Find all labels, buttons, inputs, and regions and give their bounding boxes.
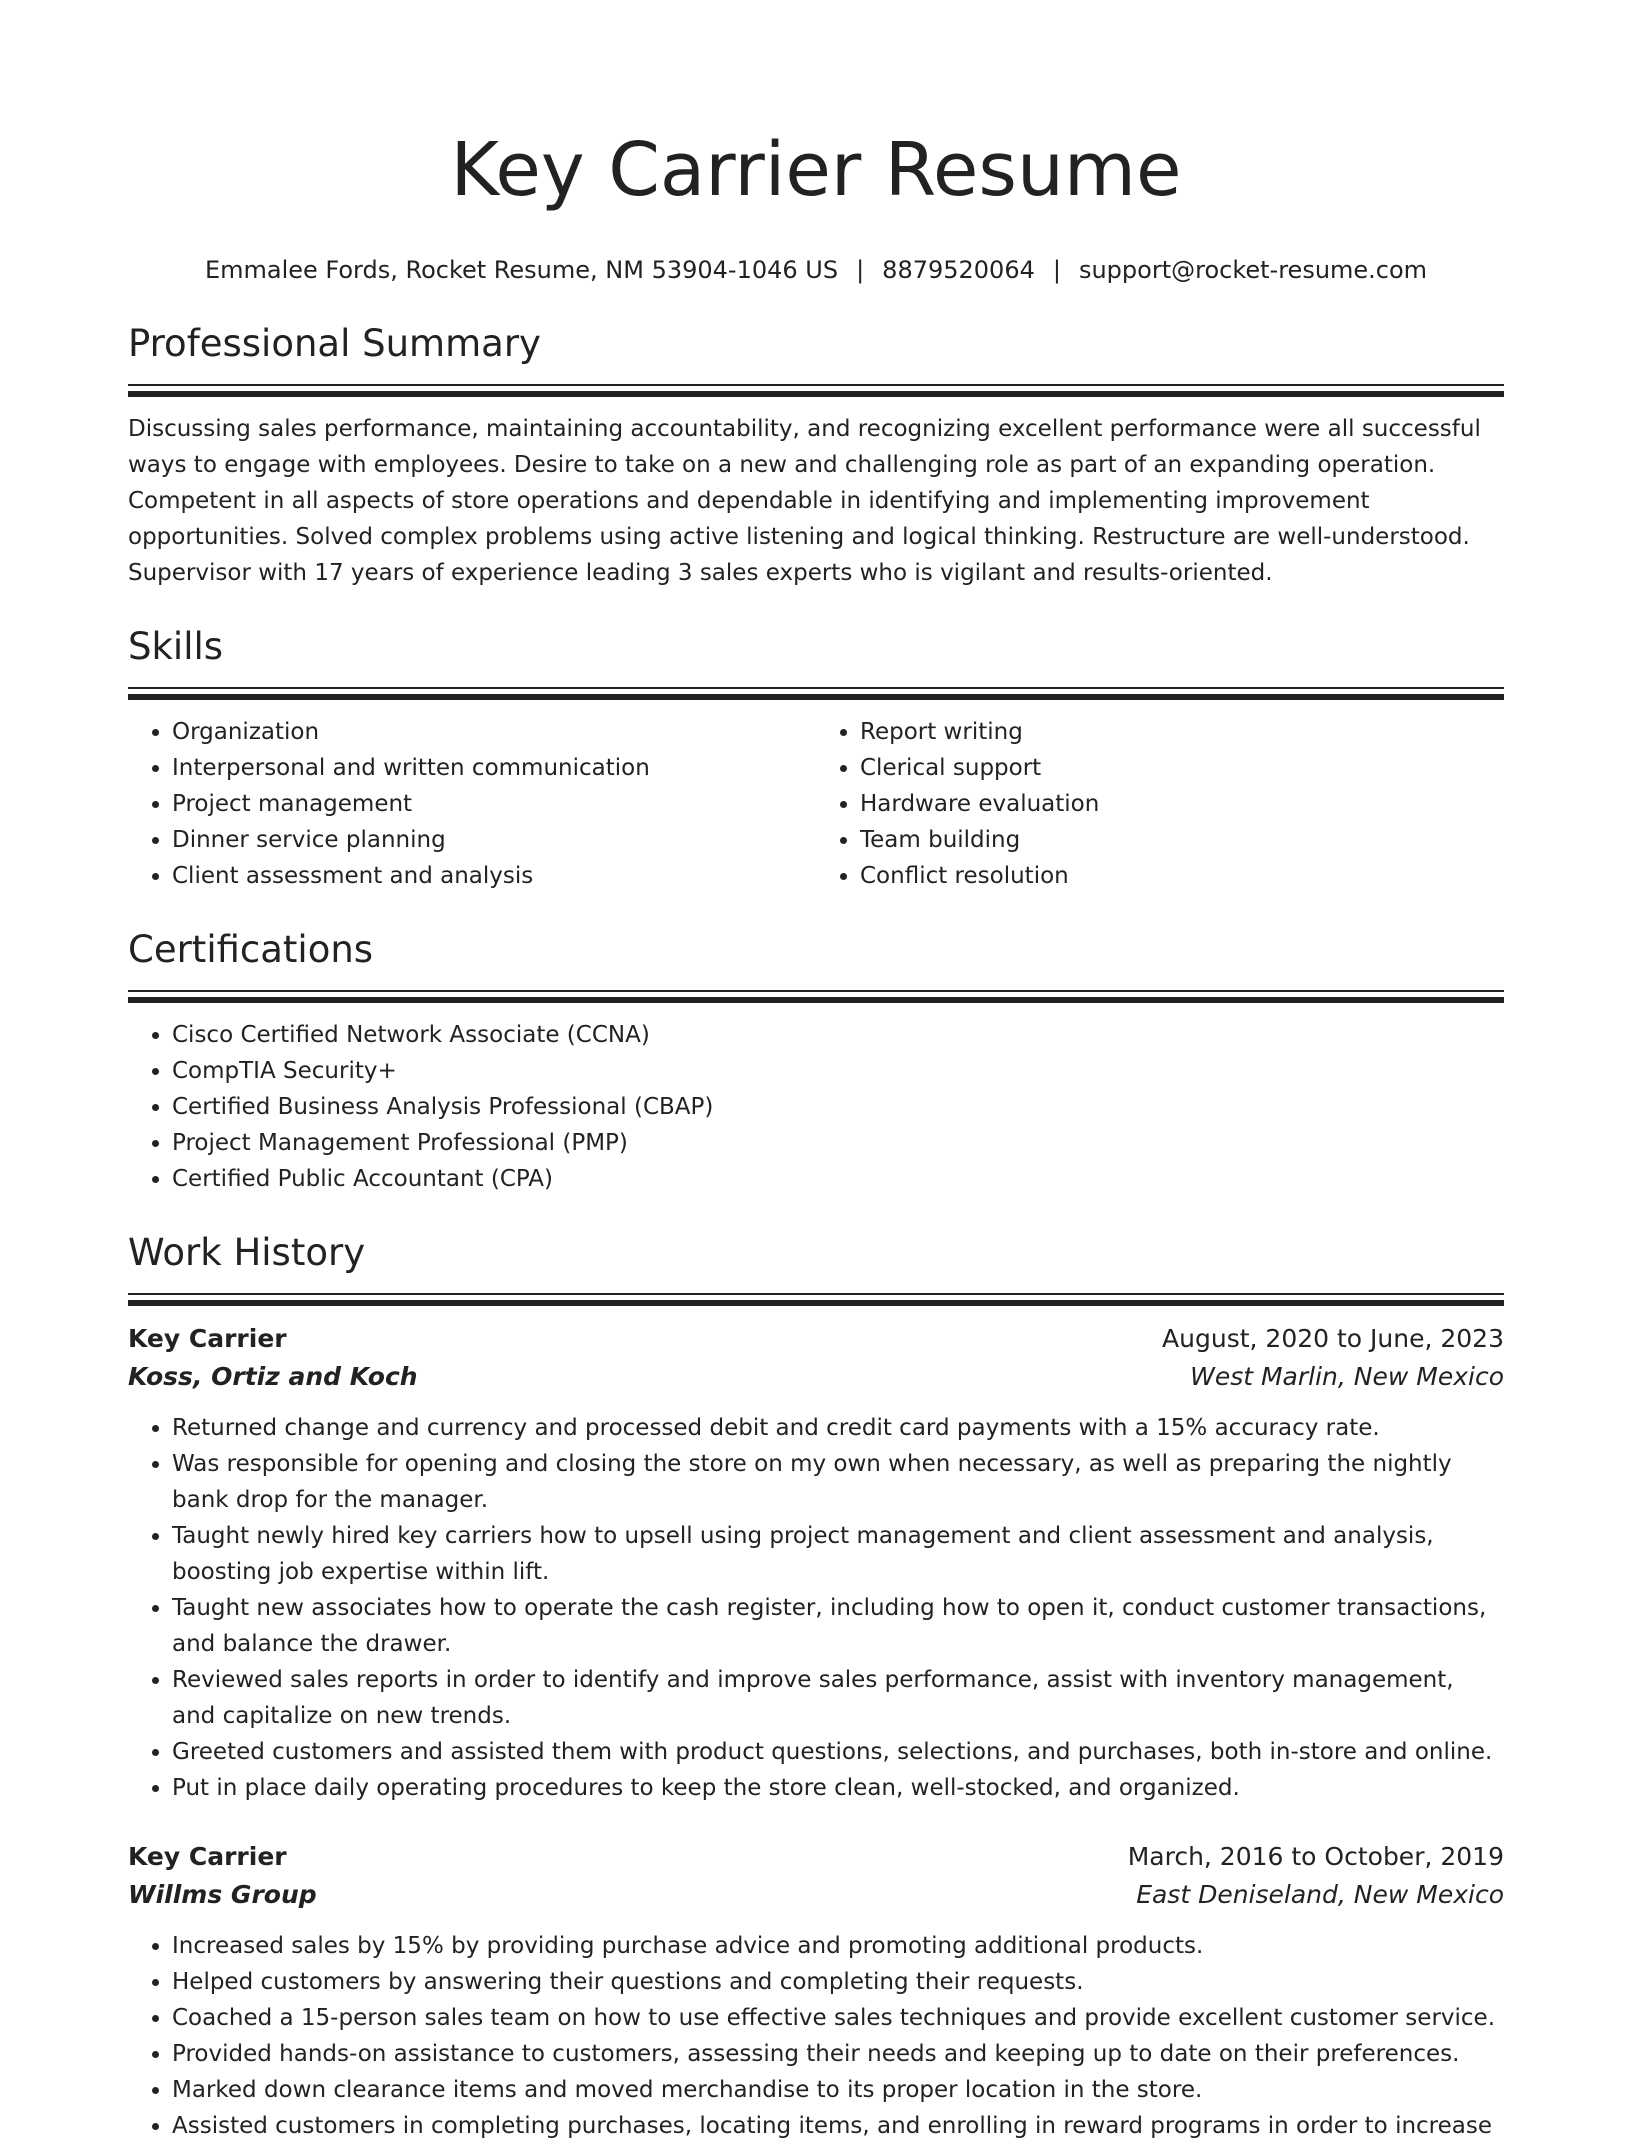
- job-bullet: • Was responsible for opening and closing the store on my own when necessary, as well as preparing the nightly bank drop for the manager.: [172, 1446, 1504, 1518]
- job-header: [128, 1320, 1504, 1358]
- skills-section: [128, 623, 1504, 894]
- contact-separator: |: [856, 256, 865, 284]
- skill-item: • Clerical support: [860, 750, 1504, 786]
- resume-title: Key Carrier Resume: [450, 127, 1182, 213]
- job-company: Koss, Ortiz and Koch: [128, 1362, 418, 1391]
- section-heading-work-history: Work History: [128, 1231, 366, 1274]
- summary-section: [128, 320, 1504, 591]
- skill-item: • Conflict resolution: [860, 858, 1504, 894]
- section-divider: [128, 384, 1504, 397]
- certification-item: • CompTIA Security+: [172, 1053, 1504, 1089]
- job-bullet: • Marked down clearance items and moved merchandise to its proper location in the store.: [172, 2072, 1504, 2108]
- skill-item: • Project management: [172, 786, 816, 822]
- skill-item: • Team building: [860, 822, 1504, 858]
- certification-item: • Cisco Certified Network Associate (CCNA): [172, 1017, 1504, 1053]
- certifications-list: [128, 1017, 1504, 1197]
- section-divider: [128, 687, 1504, 700]
- job-location: West Marlin, New Mexico: [1190, 1362, 1504, 1391]
- job-dates: August, 2020 to June, 2023: [1162, 1324, 1504, 1353]
- job-bullet: • Provided hands-on assistance to customers, assessing their needs and keeping up to date on their preferences.: [172, 2036, 1504, 2072]
- skill-item: • Report writing: [860, 714, 1504, 750]
- job-bullet: • Helped customers by answering their questions and completing their requests.: [172, 1964, 1504, 2000]
- job-bullet: • Put in place daily operating procedures to keep the store clean, well-stocked, and organized.: [172, 1770, 1504, 1806]
- certification-item: • Certified Business Analysis Professional (CBAP): [172, 1089, 1504, 1125]
- certification-item: • Certified Public Accountant (CPA): [172, 1161, 1504, 1197]
- job-bullet: • Returned change and currency and processed debit and credit card payments with a 15% accuracy rate.: [172, 1410, 1504, 1446]
- job-bullets: [128, 1410, 1504, 1806]
- job-location: East Deniseland, New Mexico: [1136, 1880, 1504, 1909]
- job-bullet: • Increased sales by 15% by providing purchase advice and promoting additional products.: [172, 1928, 1504, 1964]
- job-bullet: • Taught newly hired key carriers how to upsell using project management and client assessment and analysis, boosting job expertise within lift.: [172, 1518, 1504, 1590]
- skill-item: • Client assessment and analysis: [172, 858, 816, 894]
- contact-address: Emmalee Fords, Rocket Resume, NM 53904-1046 US: [204, 256, 839, 284]
- contact-line: [128, 254, 1504, 286]
- skill-item: • Dinner service planning: [172, 822, 816, 858]
- job-company: Willms Group: [128, 1880, 317, 1909]
- skill-item: • Organization: [172, 714, 816, 750]
- skill-item: • Interpersonal and written communication: [172, 750, 816, 786]
- section-divider: [128, 1293, 1504, 1306]
- section-divider: [128, 990, 1504, 1003]
- job-bullet: • Greeted customers and assisted them with product questions, selections, and purchases, both in-store and online.: [172, 1734, 1504, 1770]
- certifications-section: [128, 926, 1504, 1197]
- work-history-section: [128, 1229, 1504, 2144]
- job-bullet: • Coached a 15-person sales team on how to use effective sales techniques and provide excellent customer service.: [172, 2000, 1504, 2036]
- section-heading-summary: Professional Summary: [128, 322, 541, 365]
- contact-separator: |: [1052, 256, 1061, 284]
- job-dates: March, 2016 to October, 2019: [1127, 1842, 1504, 1871]
- summary-text: Discussing sales performance, maintaining accountability, and recognizing excellent performance were all successful ways to engage with employees. Desire to take on a new and challenging role as part of an expanding operation. Competent in all aspects of store operations and dependable in identifying and implementing improvement opportunities. Solved complex problems using active listening and logical thinking. Restructure are well-understood. Supervisor with 17 years of experience leading 3 sales experts who is vigilant and results-oriented.: [128, 416, 1481, 586]
- skill-item: • Hardware evaluation: [860, 786, 1504, 822]
- skills-list-right: [816, 714, 1504, 894]
- job-bullet: • Reviewed sales reports in order to identify and improve sales performance, assist with inventory management, and capitalize on new trends.: [172, 1662, 1504, 1734]
- job-title: Key Carrier: [128, 1842, 287, 1871]
- job-subheader: [128, 1876, 1504, 1914]
- skills-list-left: [128, 714, 816, 894]
- job-entry: [128, 1320, 1504, 1806]
- section-heading-certifications: Certifications: [128, 928, 374, 971]
- job-bullet: • Taught new associates how to operate the cash register, including how to open it, conduct customer transactions, and balance the drawer.: [172, 1590, 1504, 1662]
- job-bullets: [128, 1928, 1504, 2144]
- contact-email: support@rocket-resume.com: [1078, 256, 1428, 284]
- job-subheader: [128, 1358, 1504, 1396]
- section-heading-skills: Skills: [128, 625, 224, 668]
- contact-phone: 8879520064: [882, 256, 1035, 284]
- skills-columns: [128, 714, 1504, 894]
- certification-item: • Project Management Professional (PMP): [172, 1125, 1504, 1161]
- job-entry: [128, 1838, 1504, 2144]
- job-header: [128, 1838, 1504, 1876]
- job-title: Key Carrier: [128, 1324, 287, 1353]
- job-bullet: • Assisted customers in completing purchases, locating items, and enrolling in reward programs in order to increase: [172, 2108, 1504, 2144]
